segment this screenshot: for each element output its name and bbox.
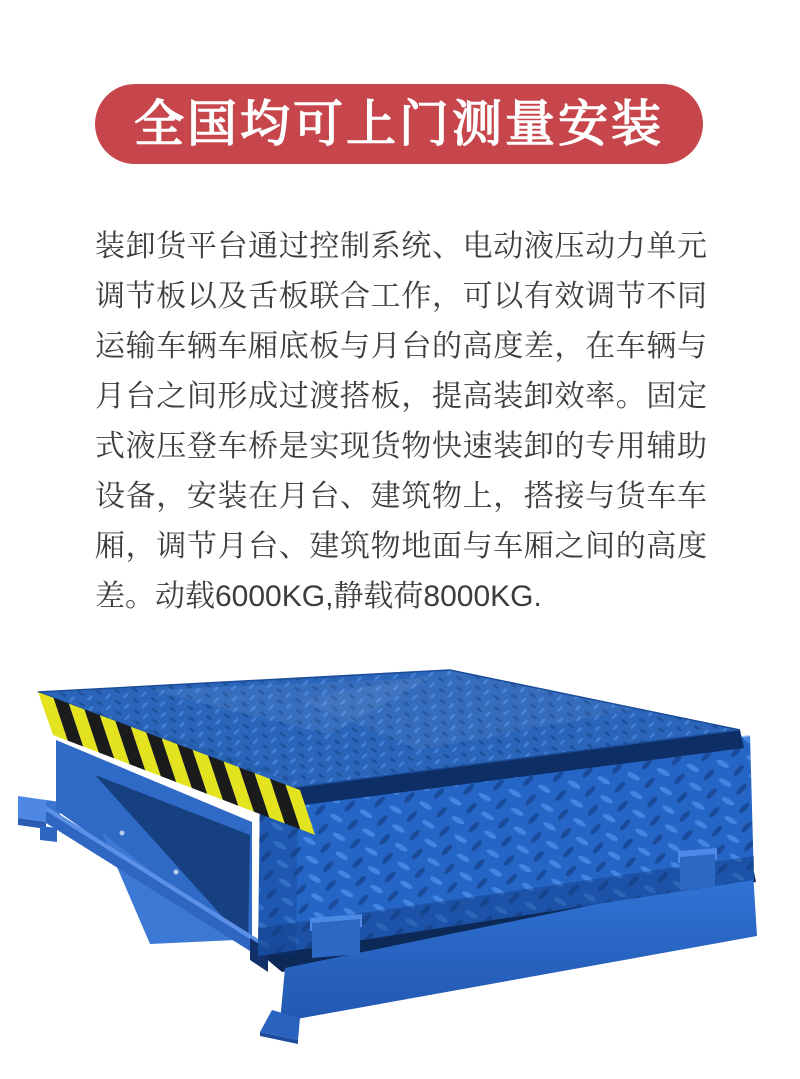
description-line: 运输车辆车厢底板与月台的高度差，在车辆与 — [95, 330, 707, 363]
side-panel-hole — [174, 870, 179, 875]
description-line-load-spec: 差。动载6000KG,静载荷8000KG. — [95, 580, 542, 613]
description-line: 装卸货平台通过控制系统、电动液压动力单元 — [95, 230, 707, 263]
promo-banner — [95, 84, 703, 164]
description-line: 月台之间形成过渡搭板，提高装卸效率。固定 — [95, 380, 707, 413]
description-line: 设备，安装在月台、建筑物上，搭接与货车车 — [95, 480, 707, 513]
side-beam-end — [18, 796, 46, 822]
promo-banner-text: 全国均可上门测量安装 — [134, 96, 664, 152]
product-description — [95, 222, 707, 622]
description-line: 厢，调节月台、建筑物地面与车厢之间的高度 — [95, 530, 707, 563]
dock-leveler-photo — [0, 630, 800, 1079]
side-beam-bracket — [40, 826, 57, 842]
description-line: 调节板以及舌板联合工作，可以有效调节不同 — [95, 280, 707, 313]
side-panel-hole — [120, 831, 125, 836]
clip-left-face — [312, 919, 360, 958]
description-line: 式液压登车桥是实现货物快速装卸的专用辅助 — [95, 430, 707, 463]
clip-right-face — [680, 854, 715, 890]
